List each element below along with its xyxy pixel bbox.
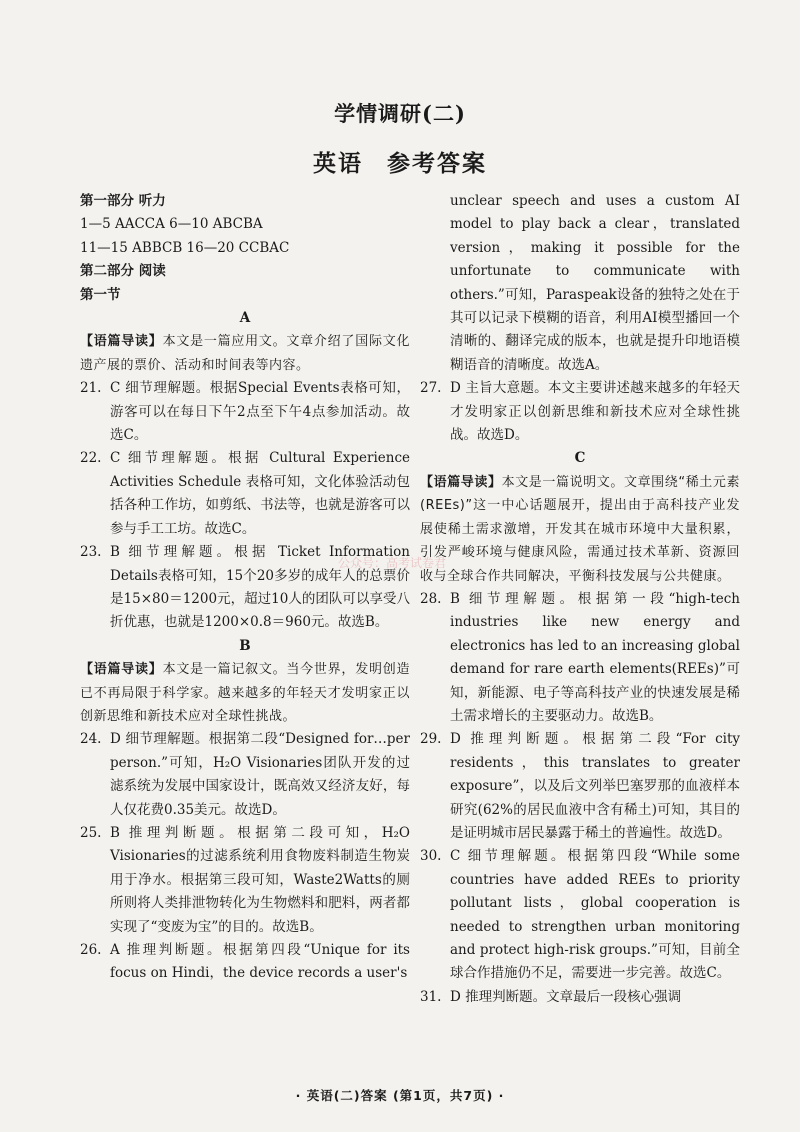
answer-item-26-continued	[420, 190, 740, 377]
answer-item-25	[80, 822, 410, 939]
watermark: 公众号：高考试卷君	[338, 556, 447, 570]
section1-heading: 第一节	[80, 286, 121, 303]
answer-text: D 主旨大意题。本文主要讲述越来越多的年轻天才发明家正以创新思维和新技术应对全球性挑战。故选D。	[450, 380, 740, 444]
answer-item-23	[80, 541, 410, 635]
answer-item-21	[80, 377, 410, 447]
answer-text: D 推理判断题。文章最后一段核心强调	[450, 988, 682, 1005]
left-column	[80, 190, 410, 986]
answer-text: B 推理判断题。根据第二段可知，H₂O Visionaries的过滤系统利用食物废料制造生物炭用于净水。根据第三段可知，Waste2Watts的厕所则将人类排泄物转化为生物燃料和肥料，两者都实现了“变废为宝”的目的。故选B。	[110, 824, 410, 935]
part2-heading: 第二部分 阅读	[80, 263, 166, 280]
question-number: 22.	[80, 450, 102, 467]
answer-text: C 细节理解题。根据Special Events表格可知，游客可以在每日下午2点至下午4点参加活动。故选C。	[110, 380, 410, 444]
page-subtitle: 英语 参考答案	[312, 150, 487, 177]
guide-text: 本文是一篇说明文。文章围绕“稀土元素(REEs)”这一中心话题展开，提出由于高科技产业发展使稀土需求激增，开发其在城市环境中大量积累，引发严峻环境与健康风险，需通过技术革新、资源回收与全球合作共同解决，平衡科技发展与公共健康。	[420, 474, 740, 584]
answer-item-31	[420, 986, 740, 1009]
question-number: 31.	[420, 988, 442, 1005]
passage-c-guide	[420, 471, 740, 588]
answer-item-24	[80, 728, 410, 822]
right-column	[420, 190, 740, 1009]
question-number: 27.	[420, 380, 442, 397]
answer-item-28	[420, 588, 740, 728]
listening-answers-2: 11—15 ABBCB 16—20 CCBAC	[80, 239, 290, 256]
page-footer: · 英语(二)答案 (第1页，共7页) ·	[295, 1088, 505, 1103]
answer-text: unclear speech and uses a custom AI model to play back a clear，translated version，making it possible for the unfortunate to communicate with others.”可知，Paraspeak设备的独特之处在于其可以记录下模糊的语音，利用AI模型播回一个清晰的、翻译完成的版本，也就是提升印地语模糊语音的清晰度。故选A。	[450, 193, 740, 373]
answer-item-22	[80, 447, 410, 541]
part1-heading: 第一部分 听力	[80, 193, 166, 209]
question-number: 23.	[80, 544, 102, 561]
answer-item-27	[420, 377, 740, 447]
answer-text: C 细节理解题。根据第四段“While some countries have added REEs to priority pollutant lists，global cooperation is needed to strengthen urban monitoring and protect high-risk groups.”可知，目前全球合作措施仍不足，需要进一步完善。故选C。	[450, 848, 740, 982]
question-number: 30.	[420, 848, 442, 865]
guide-tag: 【语篇导读】	[80, 334, 163, 350]
guide-text: 本文是一篇记叙文。当今世界，发明创造已不再局限于科学家。越来越多的年轻天才发明家正以创新思维和新技术应对全球性挑战。	[80, 662, 410, 724]
answer-item-30	[420, 845, 740, 985]
answer-text: D 推理判断题。根据第二段“For city residents，this translates to greater exposure”，以及后文列举巴塞罗那的血液样本研究(62%的居民血液中含有稀土)可知，其目的是证明城市居民暴露于稀土的普遍性。故选D。	[450, 731, 740, 841]
answer-text: B 细节理解题。根据第一段“high-tech industries like new energy and electronics has led to an increasing global demand for rare earth elements(REEs)”可知，新能源、电子等高科技产业的快速发展是稀土需求增长的主要驱动力。故选B。	[450, 590, 740, 724]
passage-b-guide	[80, 658, 410, 728]
listening-answers-1: 1—5 AACCA 6—10 ABCBA	[80, 216, 263, 233]
passage-a-label: A	[239, 310, 251, 327]
guide-text: 本文是一篇应用文。文章介绍了国际文化遗产展的票价、活动和时间表等内容。	[80, 334, 410, 373]
passage-b-label: B	[239, 637, 251, 654]
passage-a-guide	[80, 330, 410, 377]
question-number: 21.	[80, 380, 102, 397]
answer-text: D 细节理解题。根据第二段“Designed for…per person.”可知，H₂O Visionaries团队开发的过滤系统为发展中国家设计，既高效又经济友好，每人仅花费0.35美元。故选D。	[110, 731, 410, 818]
question-number: 25.	[80, 824, 102, 841]
question-number: 26.	[80, 942, 102, 958]
answer-text: B 细节理解题。根据 Ticket Information Details表格可知，15个20多岁的成年人的总票价是15×80＝1200元，超过10人的团队可以享受八折优惠，也就是1200×0.8＝960元。故选B。	[110, 544, 410, 631]
guide-tag: 【语篇导读】	[80, 662, 163, 678]
answer-item-26	[80, 939, 410, 986]
answer-item-29	[420, 728, 740, 845]
question-number: 28.	[420, 590, 442, 607]
question-number: 24.	[80, 731, 102, 748]
page-title: 学情调研(二)	[334, 101, 466, 126]
answer-text: A 推理判断题。根据第四段“Unique for its focus on Hindi，the device records a user's	[110, 942, 410, 982]
guide-tag: 【语篇导读】	[420, 474, 502, 490]
question-number: 29.	[420, 731, 442, 748]
answer-text: C 细节理解题。根据 Cultural Experience Activities Schedule 表格可知，文化体验活动包括各种工作坊，如剪纸、书法等，也就是游客可以参与手工工坊。故选C。	[110, 450, 410, 537]
passage-c-label: C	[574, 450, 586, 467]
